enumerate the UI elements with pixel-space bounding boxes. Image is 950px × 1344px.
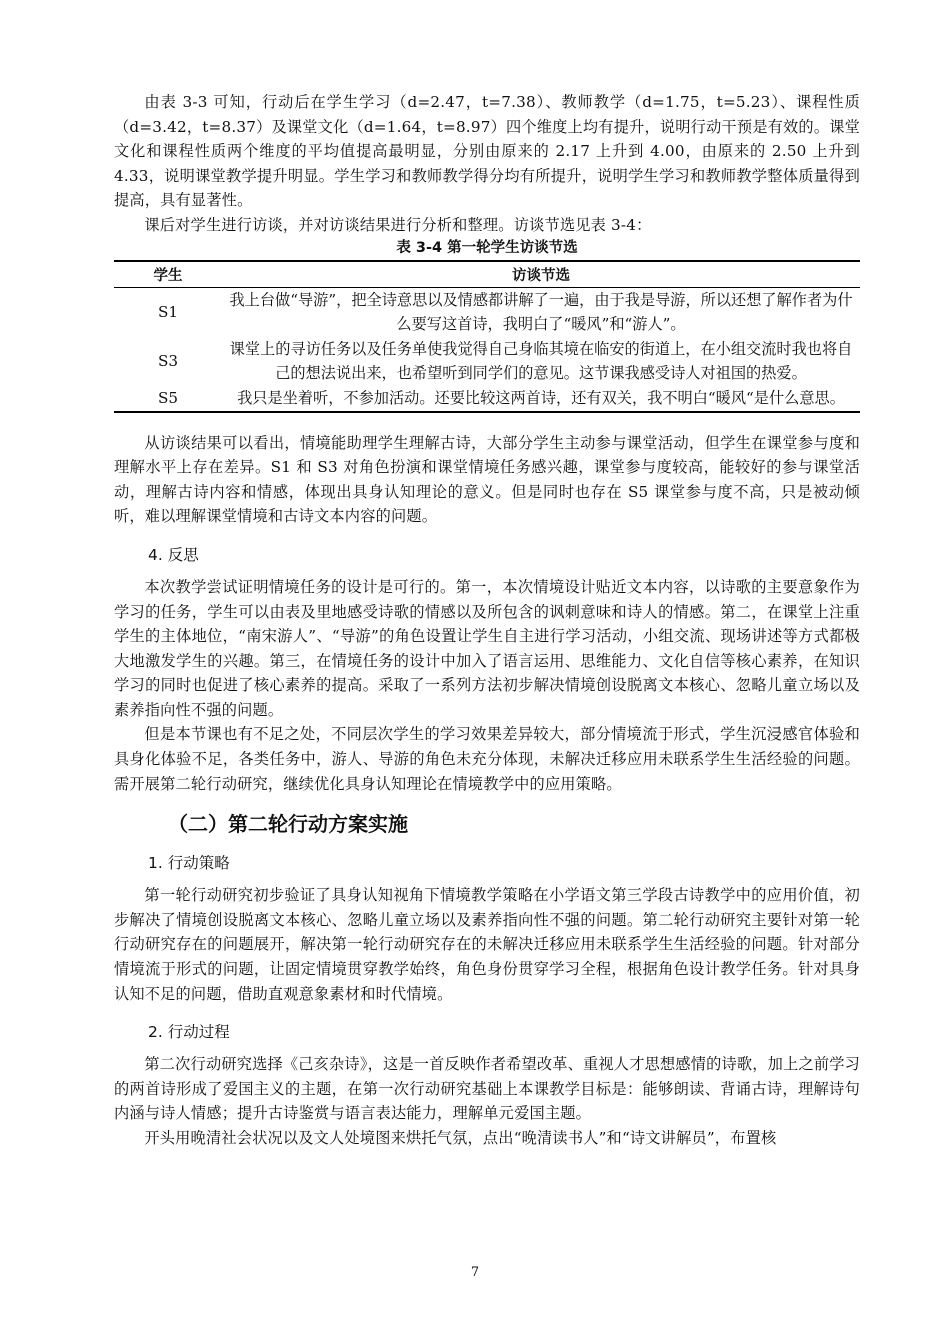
heading-round-two: （二）第二轮行动方案实施 — [168, 812, 408, 837]
table-row — [114, 386, 860, 412]
student-id: S1 — [157, 302, 179, 321]
student-id: S3 — [157, 352, 179, 371]
paragraph-reflection-2: 但是本节课也有不足之处，不同层次学生的学习效果差异较大，部分情境流于形式，学生沉浸感官体验和具身化体验不足，各类任务中，游人、导游的角色未充分体现，未解决迁移应用未联系学生生活经验的问题。需开展第二轮行动研究，继续优化具身认知理论在情境教学中的应用策略。 — [114, 725, 860, 793]
paragraph-results: 由表 3-3 可知，行动后在学生学习（d=2.47，t=7.38）、教师教学（d=1.75，t=5.23）、课程性质（d=3.42，t=8.37）及课堂文化（d=1.64，t=8.97）四个维度上均有提升，说明行动干预是有效的。课堂文化和课程性质两个维度的平均值提高最明显，分别由原来的 2.17 上升到 4.00，由原来的 2.50 上升到 4.33，说明课堂教学提升明显。学生学习和教师教学得分均有所提升，说明学生学习和教师教学整体质量得到提高，具有显著性。 — [114, 93, 860, 210]
interview-table — [114, 260, 860, 413]
paragraph-interview-analysis: 从访谈结果可以看出，情境能助理学生理解古诗，大部分学生主动参与课堂活动，但学生在课堂参与度和理解水平上存在差异。S1 和 S3 对角色扮演和课堂情境任务感兴趣，课堂参与度较高，能较好的参与课堂活动，理解古诗内容和情感，体现出具身认知理论的意义。但是同时也存在 S5 课堂参与度不高，只是被动倾听，难以理解课堂情境和古诗文本内容的问题。 — [114, 433, 860, 526]
heading-reflection: 4. 反思 — [148, 545, 199, 564]
heading-process: 2. 行动过程 — [148, 1023, 230, 1042]
paragraph-process-1: 第二次行动研究选择《己亥杂诗》，这是一首反映作者希望改革、重视人才思想感情的诗歌，加上之前学习的两首诗形成了爱国主义的主题，在第一次行动研究基础上本课教学目标是：能够朗读、背诵古诗，理解诗句内涵与诗人情感；提升古诗鉴赏与语言表达能力，理解单元爱国主题。 — [114, 1055, 861, 1123]
student-id: S5 — [114, 386, 222, 412]
paragraph-reflection-1: 本次教学尝试证明情境任务的设计是可行的。第一，本次情境设计贴近文本内容，以诗歌的主要意象作为学习的任务，学生可以由表及里地感受诗歌的情感以及所包含的讽刺意味和诗人的情感。第二，在课堂上注重学生的主体地位，“南宋游人”、“导游”的角色设置让学生自主进行学习活动，小组交流、现场讲述等方式都极大地激发学生的兴趣。第三，在情境任务的设计中加入了语言运用、思维能力、文化自信等核心素养，在知识学习的同时也促进了核心素养的提高。采取了一系列方法初步解决情境创设脱离文本核心、忽略儿童立场以及素养指向性不强的问题。 — [114, 577, 860, 719]
interview-text: 课堂上的寻访任务以及任务单使我觉得自己身临其境在临安的街道上，在小组交流时我也将自己的想法说出来，也希望听到同学们的意见。这节课我感受诗人对祖国的热爱。 — [229, 339, 853, 383]
table-caption: 表 3-4 第一轮学生访谈节选 — [396, 239, 578, 256]
paragraph-strategy: 第一轮行动研究初步验证了具身认知视角下情境教学策略在小学语文第三学段古诗教学中的应用价值，初步解决了情境创设脱离文本核心、忽略儿童立场以及素养指向性不强的问题。第二轮行动研究主要针对第一轮行动研究存在的问题展开，解决第一轮行动研究存在的未解决迁移应用未联系学生生活经验的问题。针对部分情境流于形式的问题，让固定情境贯穿教学始终，角色身份贯穿学习全程，根据角色设计教学任务。针对具身认知不足的问题，借助直观意象素材和时代情境。 — [114, 886, 860, 1003]
table-row — [114, 287, 860, 337]
interview-text: 我上台做“导游”，把全诗意思以及情感都讲解了一遍，由于我是导游，所以还想了解作者为什么要写这首诗，我明白了“暖风”和“游人”。 — [229, 290, 853, 334]
page-body — [114, 90, 860, 1151]
table-header-row — [114, 261, 860, 288]
interview-text: 我只是坐着听，不参加活动。还要比较这两首诗，还有双关，我不明白“暖风“是什么意思。 — [222, 386, 860, 412]
heading-strategy: 1. 行动策略 — [148, 854, 230, 873]
page-number: 7 — [470, 1265, 480, 1280]
table-row — [114, 337, 860, 386]
paragraph-process-2: 开头用晚清社会状况以及文人处境图来烘托气氛，点出“晚清读书人”和“诗文讲解员”，布置核 — [144, 1129, 777, 1147]
paragraph-interview-intro: 课后对学生进行访谈，并对访谈结果进行分析和整理。访谈节选见表 3-4： — [144, 215, 652, 234]
table-header-student: 学生 — [114, 261, 222, 288]
table-header-excerpt: 访谈节选 — [222, 261, 860, 288]
